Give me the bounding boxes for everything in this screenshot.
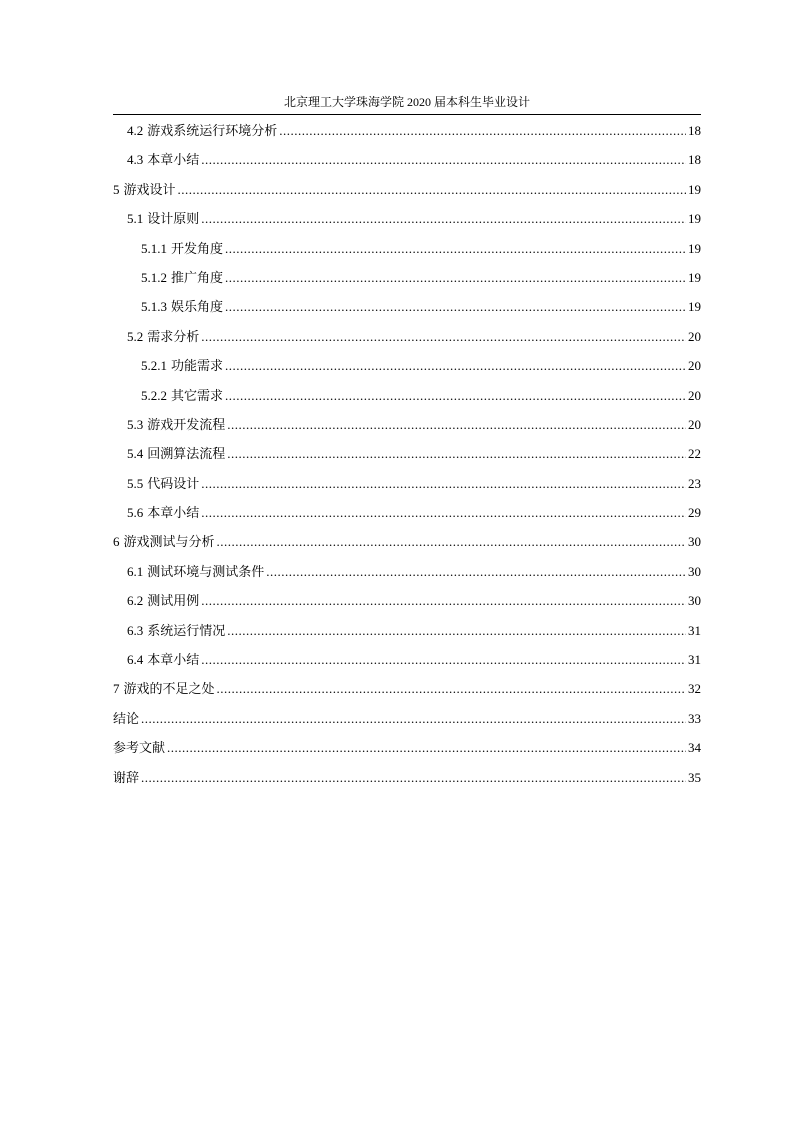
toc-dot-leader xyxy=(141,763,686,792)
toc-entry-title: 结论 xyxy=(113,710,140,726)
toc-dot-leader xyxy=(227,616,686,645)
toc-entry-number: 5.2.2 xyxy=(141,387,167,403)
table-of-contents xyxy=(113,116,701,792)
toc-entry-page-number: 31 xyxy=(688,622,701,638)
toc-entry-title: 开发角度 xyxy=(171,240,224,256)
toc-entry[interactable] xyxy=(113,439,701,468)
toc-entry[interactable] xyxy=(113,763,701,792)
toc-dot-leader xyxy=(141,704,686,733)
toc-entry[interactable] xyxy=(113,527,701,556)
toc-entry[interactable] xyxy=(113,674,701,703)
toc-entry-page-number: 19 xyxy=(688,269,701,285)
toc-entry-page-number: 18 xyxy=(688,152,701,168)
toc-entry-title: 推广角度 xyxy=(171,269,224,285)
toc-entry-page-number: 30 xyxy=(688,563,701,579)
toc-entry-page-number: 31 xyxy=(688,652,701,668)
page-header xyxy=(113,95,701,115)
toc-entry-title: 本章小结 xyxy=(147,505,200,521)
toc-entry[interactable] xyxy=(113,234,701,263)
toc-dot-leader xyxy=(167,733,686,762)
toc-entry-page-number: 22 xyxy=(688,446,701,462)
toc-dot-leader xyxy=(227,439,686,468)
toc-entry-title: 需求分析 xyxy=(147,328,200,344)
toc-entry-number: 4.3 xyxy=(127,152,144,168)
toc-entry-number: 5.1.3 xyxy=(141,299,167,315)
toc-entry-number: 6.1 xyxy=(127,563,144,579)
toc-entry-title: 测试环境与测试条件 xyxy=(147,563,265,579)
toc-entry-number: 7 xyxy=(113,681,120,697)
toc-entry[interactable] xyxy=(113,557,701,586)
toc-dot-leader xyxy=(201,586,686,615)
toc-dot-leader xyxy=(217,674,686,703)
toc-entry[interactable] xyxy=(113,263,701,292)
toc-entry-page-number: 34 xyxy=(688,740,701,756)
toc-entry-number: 5.6 xyxy=(127,505,144,521)
toc-dot-leader xyxy=(225,381,686,410)
toc-entry[interactable] xyxy=(113,645,701,674)
header-title: 北京理工大学珠海学院 2020 届本科生毕业设计 xyxy=(283,95,530,109)
toc-dot-leader xyxy=(217,527,686,556)
toc-entry-number: 4.2 xyxy=(127,123,144,138)
toc-entry[interactable] xyxy=(113,204,701,233)
toc-entry-title: 功能需求 xyxy=(171,358,224,374)
toc-entry-number: 6.3 xyxy=(127,622,144,638)
toc-entry-number: 5.2 xyxy=(127,328,144,344)
toc-entry-number: 5.3 xyxy=(127,416,144,432)
toc-entry-number: 5.1.2 xyxy=(141,269,167,285)
toc-entry-page-number: 30 xyxy=(688,593,701,609)
toc-entry-number: 5.2.1 xyxy=(141,358,167,374)
toc-entry-title: 本章小结 xyxy=(147,652,200,668)
toc-entry-page-number: 35 xyxy=(688,769,701,785)
toc-entry-title: 测试用例 xyxy=(147,593,200,609)
toc-entry-number: 6 xyxy=(113,534,120,550)
toc-entry-title: 其它需求 xyxy=(171,387,224,403)
toc-dot-leader xyxy=(201,145,686,174)
toc-entry[interactable] xyxy=(113,381,701,410)
toc-dot-leader xyxy=(201,204,686,233)
toc-dot-leader xyxy=(178,175,686,204)
toc-entry-number: 5.1 xyxy=(127,211,144,227)
toc-entry-page-number: 23 xyxy=(688,475,701,491)
toc-entry-number: 6.4 xyxy=(127,652,144,668)
toc-entry-title: 娱乐角度 xyxy=(171,299,224,315)
toc-entry-title: 本章小结 xyxy=(147,152,200,168)
toc-entry-title: 设计原则 xyxy=(147,211,200,227)
toc-dot-leader xyxy=(279,116,686,145)
toc-dot-leader xyxy=(225,292,686,321)
toc-dot-leader xyxy=(227,410,686,439)
toc-dot-leader xyxy=(201,645,686,674)
toc-entry[interactable] xyxy=(113,704,701,733)
toc-entry[interactable] xyxy=(113,351,701,380)
toc-dot-leader xyxy=(201,469,686,498)
toc-entry-page-number: 19 xyxy=(688,211,701,227)
toc-entry-title: 游戏的不足之处 xyxy=(123,681,215,697)
toc-entry-title: 回溯算法流程 xyxy=(147,446,226,462)
toc-dot-leader xyxy=(201,498,686,527)
toc-entry-number: 6.2 xyxy=(127,593,144,609)
toc-entry[interactable] xyxy=(113,616,701,645)
toc-entry-title: 游戏开发流程 xyxy=(147,416,226,432)
toc-entry-page-number: 20 xyxy=(688,387,701,403)
toc-entry-page-number: 20 xyxy=(688,358,701,374)
toc-entry-page-number: 18 xyxy=(688,123,701,138)
toc-entry-page-number: 20 xyxy=(688,416,701,432)
toc-entry-title: 谢辞 xyxy=(113,769,140,785)
toc-entry-page-number: 30 xyxy=(688,534,701,550)
toc-entry-page-number: 19 xyxy=(688,299,701,315)
toc-dot-leader xyxy=(225,263,686,292)
toc-entry-page-number: 19 xyxy=(688,181,701,197)
toc-entry-page-number: 33 xyxy=(688,710,701,726)
toc-entry-page-number: 32 xyxy=(688,681,701,697)
toc-entry-page-number: 19 xyxy=(688,240,701,256)
toc-entry[interactable] xyxy=(113,116,701,145)
toc-dot-leader xyxy=(201,322,686,351)
toc-entry-page-number: 29 xyxy=(688,505,701,521)
toc-entry-title: 系统运行情况 xyxy=(147,622,226,638)
toc-entry-title: 游戏设计 xyxy=(123,181,176,197)
toc-entry-title: 游戏系统运行环境分析 xyxy=(147,123,278,138)
toc-entry-title: 参考文献 xyxy=(113,740,166,756)
toc-entry[interactable] xyxy=(113,145,701,174)
toc-entry-number: 5.1.1 xyxy=(141,240,167,256)
toc-entry[interactable] xyxy=(113,733,701,762)
toc-entry-number: 5 xyxy=(113,181,120,197)
toc-entry-title: 代码设计 xyxy=(147,475,200,491)
toc-entry-number: 5.5 xyxy=(127,475,144,491)
toc-entry-page-number: 20 xyxy=(688,328,701,344)
toc-dot-leader xyxy=(225,234,686,263)
toc-entry[interactable] xyxy=(113,322,701,351)
toc-dot-leader xyxy=(266,557,686,586)
toc-entry-title: 游戏测试与分析 xyxy=(123,534,215,550)
toc-entry-number: 5.4 xyxy=(127,446,144,462)
toc-entry[interactable] xyxy=(113,586,701,615)
toc-entry[interactable] xyxy=(113,175,701,204)
toc-entry[interactable] xyxy=(113,292,701,321)
toc-entry[interactable] xyxy=(113,498,701,527)
toc-entry[interactable] xyxy=(113,469,701,498)
toc-dot-leader xyxy=(225,351,686,380)
toc-entry[interactable] xyxy=(113,410,701,439)
